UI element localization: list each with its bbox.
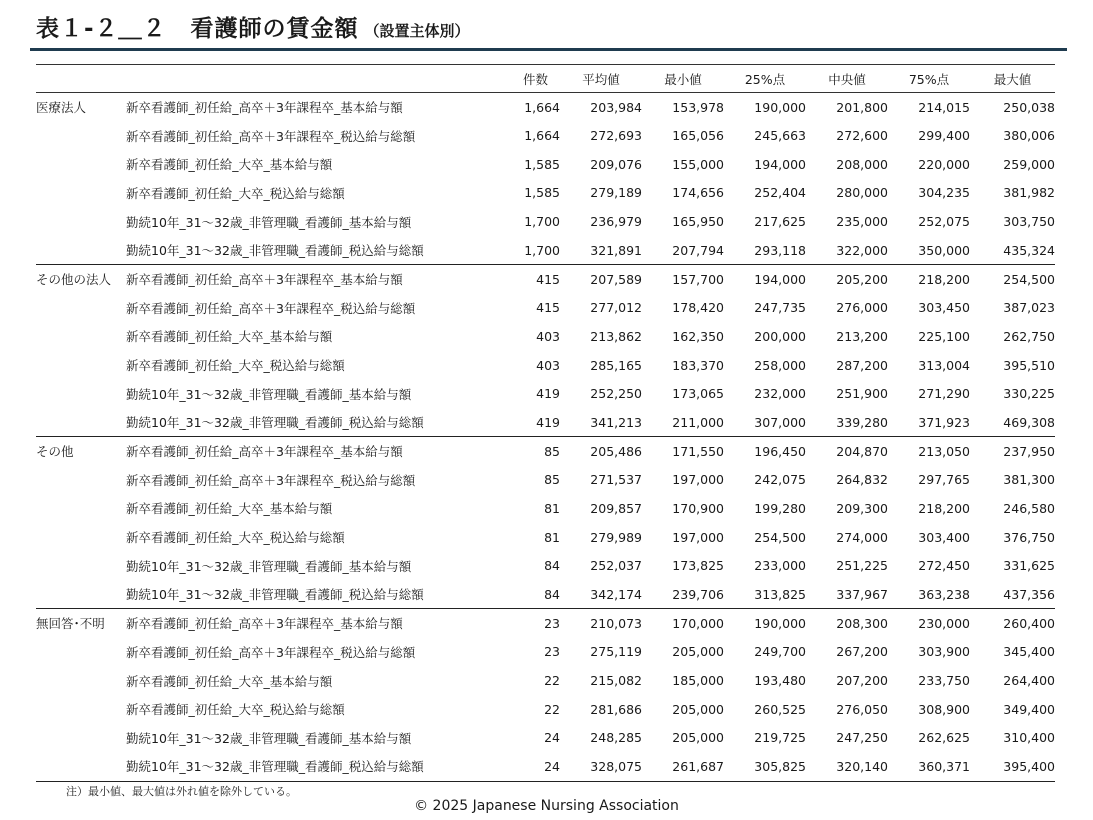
table-row	[36, 379, 1055, 408]
count-cell: 1,585	[524, 185, 560, 201]
min-cell: 174,656	[672, 185, 724, 201]
p25-cell: 247,735	[754, 300, 806, 316]
p25-cell: 258,000	[754, 357, 806, 373]
median-cell: 322,000	[836, 242, 888, 258]
min-cell: 170,900	[672, 500, 724, 516]
p75-cell: 303,450	[918, 300, 970, 316]
median-cell: 251,225	[836, 558, 888, 574]
mean-cell: 205,486	[560, 437, 642, 466]
min-cell: 205,000	[672, 701, 724, 717]
group-label	[36, 695, 126, 724]
item-label: 新卒看護師_初任給_高卒＋3年課程卒_基本給与額	[126, 265, 511, 294]
group-label	[36, 293, 126, 322]
p25-cell: 232,000	[754, 386, 806, 402]
p25-cell: 252,404	[754, 185, 806, 201]
p75-cell: 230,000	[888, 609, 970, 638]
median-cell: 274,000	[836, 529, 888, 545]
p75-cell: 252,075	[918, 214, 970, 230]
max-cell: 380,006	[1003, 128, 1055, 144]
min-cell: 162,350	[672, 328, 724, 344]
max-cell: 376,750	[1003, 529, 1055, 545]
item-label: 新卒看護師_初任給_高卒＋3年課程卒_税込給与総額	[126, 128, 416, 144]
p25-cell: 305,825	[724, 752, 806, 781]
count-cell: 84	[544, 586, 560, 602]
group-label	[36, 322, 126, 351]
median-cell: 205,200	[806, 265, 888, 294]
p25-cell: 242,075	[754, 472, 806, 488]
mean-cell: 279,989	[590, 529, 642, 545]
p75-cell: 303,400	[918, 529, 970, 545]
min-cell: 157,700	[642, 265, 724, 294]
median-cell: 272,600	[836, 128, 888, 144]
max-cell: 469,308	[1003, 414, 1055, 430]
item-label: 新卒看護師_初任給_大卒_税込給与総額	[126, 702, 345, 718]
mean-cell: 209,076	[590, 156, 642, 172]
mean-cell: 321,891	[590, 242, 642, 258]
count-cell: 23	[511, 609, 560, 638]
count-cell: 85	[511, 437, 560, 466]
copyright: © 2025 Japanese Nursing Association	[414, 798, 679, 814]
table-row	[36, 752, 1055, 781]
count-cell: 1,585	[524, 156, 560, 172]
max-cell: 259,000	[1003, 156, 1055, 172]
max-cell: 349,400	[1003, 701, 1055, 717]
mean-cell: 271,537	[590, 472, 642, 488]
table-row	[36, 322, 1055, 351]
min-cell: 183,370	[672, 357, 724, 373]
count-cell: 415	[511, 265, 560, 294]
count-cell: 403	[536, 357, 560, 373]
group-label	[36, 465, 126, 494]
group-label	[36, 379, 126, 408]
count-cell: 22	[544, 673, 560, 689]
table-row	[36, 523, 1055, 552]
min-cell: 173,825	[672, 558, 724, 574]
p75-cell: 297,765	[918, 472, 970, 488]
group-label	[36, 408, 126, 437]
group-label	[36, 666, 126, 695]
p75-cell: 214,015	[918, 99, 970, 115]
mean-cell: 275,119	[590, 644, 642, 660]
item-label: 勤続10年_31～32歳_非管理職_看護師_税込給与総額	[126, 415, 424, 431]
p75-cell: 262,625	[918, 730, 970, 746]
max-cell: 260,400	[970, 609, 1055, 638]
mean-cell: 341,213	[590, 414, 642, 430]
title-sub: （設置主体別）	[364, 22, 470, 40]
mean-cell: 281,686	[590, 701, 642, 717]
max-cell: 395,400	[970, 752, 1055, 781]
p75-cell: 218,200	[918, 500, 970, 516]
header-row	[36, 65, 1055, 93]
table-row	[36, 351, 1055, 380]
group-label	[36, 121, 126, 150]
max-cell: 435,324	[1003, 242, 1055, 258]
median-cell: 276,050	[836, 701, 888, 717]
item-label: 勤続10年_31～32歳_非管理職_看護師_基本給与額	[126, 386, 412, 402]
title-underline	[30, 48, 1067, 51]
p75-cell: 299,400	[918, 128, 970, 144]
median-cell: 213,200	[836, 328, 888, 344]
item-label: 新卒看護師_初任給_大卒_税込給与総額	[126, 530, 345, 546]
median-cell: 320,140	[806, 752, 888, 781]
min-cell: 153,978	[672, 99, 724, 115]
table-row	[36, 666, 1055, 695]
item-label: 新卒看護師_初任給_大卒_基本給与額	[126, 501, 333, 517]
min-cell: 178,420	[672, 300, 724, 316]
min-cell: 197,000	[672, 472, 724, 488]
group-label	[36, 494, 126, 523]
mean-cell: 328,075	[560, 752, 642, 781]
mean-cell: 285,165	[590, 357, 642, 373]
max-cell: 330,225	[1003, 386, 1055, 402]
median-cell: 208,000	[836, 156, 888, 172]
header-count: 件数	[511, 65, 560, 93]
min-cell: 207,794	[672, 242, 724, 258]
p25-cell: 313,825	[754, 586, 806, 602]
p75-cell: 225,100	[918, 328, 970, 344]
mean-cell: 277,012	[590, 300, 642, 316]
wage-table	[36, 64, 1055, 782]
mean-cell: 210,073	[560, 609, 642, 638]
table-row	[36, 93, 1055, 122]
max-cell: 345,400	[1003, 644, 1055, 660]
min-cell: 173,065	[672, 386, 724, 402]
median-cell: 247,250	[836, 730, 888, 746]
p25-cell: 190,000	[724, 609, 806, 638]
mean-cell: 342,174	[590, 586, 642, 602]
item-label: 新卒看護師_初任給_大卒_税込給与総額	[126, 358, 345, 374]
count-cell: 1,664	[524, 128, 560, 144]
min-cell: 197,000	[672, 529, 724, 545]
table-row	[36, 265, 1055, 294]
table-row	[36, 465, 1055, 494]
median-cell: 209,300	[836, 500, 888, 516]
mean-cell: 252,037	[590, 558, 642, 574]
item-label: 勤続10年_31～32歳_非管理職_看護師_税込給与総額	[126, 587, 424, 603]
min-cell: 165,950	[672, 214, 724, 230]
group-label	[36, 638, 126, 667]
header-p75: 75%点	[888, 65, 970, 93]
p75-cell: 272,450	[918, 558, 970, 574]
count-cell: 23	[544, 644, 560, 660]
p25-cell: 293,118	[754, 242, 806, 258]
item-label: 新卒看護師_初任給_高卒＋3年課程卒_基本給与額	[126, 609, 511, 638]
table-row	[36, 150, 1055, 179]
max-cell: 310,400	[1003, 730, 1055, 746]
p25-cell: 196,450	[724, 437, 806, 466]
header-mean: 平均値	[560, 65, 642, 93]
p25-cell: 193,480	[754, 673, 806, 689]
median-cell: 235,000	[836, 214, 888, 230]
item-label: 新卒看護師_初任給_大卒_税込給与総額	[126, 185, 345, 201]
median-cell: 208,300	[806, 609, 888, 638]
count-cell: 22	[544, 701, 560, 717]
table-row	[36, 179, 1055, 208]
p25-cell: 307,000	[754, 414, 806, 430]
p75-cell: 233,750	[918, 673, 970, 689]
header-group	[36, 65, 126, 93]
group-label: 無回答･不明	[36, 609, 126, 638]
table-row	[36, 609, 1055, 638]
max-cell: 331,625	[1003, 558, 1055, 574]
header-item	[126, 65, 511, 93]
median-cell: 204,870	[806, 437, 888, 466]
group-label: その他の法人	[36, 265, 126, 294]
item-label: 勤続10年_31～32歳_非管理職_看護師_基本給与額	[126, 214, 412, 230]
mean-cell: 272,693	[590, 128, 642, 144]
median-cell: 337,967	[836, 586, 888, 602]
min-cell: 205,000	[672, 730, 724, 746]
group-label	[36, 580, 126, 609]
count-cell: 1,700	[524, 242, 560, 258]
median-cell: 264,832	[836, 472, 888, 488]
max-cell: 250,038	[1003, 99, 1055, 115]
max-cell: 262,750	[1003, 328, 1055, 344]
table-row	[36, 293, 1055, 322]
min-cell: 165,056	[672, 128, 724, 144]
max-cell: 387,023	[1003, 300, 1055, 316]
item-label: 新卒看護師_初任給_高卒＋3年課程卒_税込給与総額	[126, 472, 416, 488]
title-main: 表１-２＿２ 看護師の賃金額	[36, 16, 359, 42]
min-cell: 205,000	[672, 644, 724, 660]
p25-cell: 245,663	[754, 128, 806, 144]
item-label: 勤続10年_31～32歳_非管理職_看護師_基本給与額	[126, 730, 412, 746]
item-label: 新卒看護師_初任給_高卒＋3年課程卒_税込給与総額	[126, 300, 416, 316]
median-cell: 267,200	[836, 644, 888, 660]
p25-cell: 249,700	[754, 644, 806, 660]
p75-cell: 308,900	[918, 701, 970, 717]
count-cell: 403	[536, 328, 560, 344]
p75-cell: 360,371	[888, 752, 970, 781]
max-cell: 381,300	[1003, 472, 1055, 488]
header-min: 最小値	[642, 65, 724, 93]
p75-cell: 218,200	[888, 265, 970, 294]
count-cell: 1,664	[524, 99, 560, 115]
mean-cell: 252,250	[590, 386, 642, 402]
item-label: 新卒看護師_初任給_大卒_基本給与額	[126, 673, 333, 689]
count-cell: 419	[536, 414, 560, 430]
mean-cell: 203,984	[590, 99, 642, 115]
max-cell: 381,982	[1003, 185, 1055, 201]
min-cell: 171,550	[642, 437, 724, 466]
count-cell: 84	[544, 558, 560, 574]
p75-cell: 350,000	[918, 242, 970, 258]
group-label	[36, 150, 126, 179]
count-cell: 1,700	[524, 214, 560, 230]
group-label	[36, 207, 126, 236]
footnote: 注）最小値、最大値は外れ値を除外している。	[66, 785, 297, 798]
item-label: 勤続10年_31～32歳_非管理職_看護師_税込給与総額	[126, 752, 511, 781]
p75-cell: 213,050	[888, 437, 970, 466]
item-label: 新卒看護師_初任給_大卒_基本給与額	[126, 157, 333, 173]
mean-cell: 207,589	[560, 265, 642, 294]
median-cell: 280,000	[836, 185, 888, 201]
p75-cell: 271,290	[918, 386, 970, 402]
table-row	[36, 236, 1055, 265]
mean-cell: 279,189	[590, 185, 642, 201]
table-row	[36, 207, 1055, 236]
count-cell: 81	[544, 500, 560, 516]
p25-cell: 217,625	[754, 214, 806, 230]
table-body	[36, 93, 1055, 782]
max-cell: 395,510	[1003, 357, 1055, 373]
table-row	[36, 437, 1055, 466]
group-label: その他	[36, 437, 126, 466]
median-cell: 339,280	[836, 414, 888, 430]
item-label: 新卒看護師_初任給_高卒＋3年課程卒_基本給与額	[126, 437, 511, 466]
min-cell: 239,706	[672, 586, 724, 602]
max-cell: 237,950	[970, 437, 1055, 466]
median-cell: 207,200	[836, 673, 888, 689]
min-cell: 211,000	[672, 414, 724, 430]
mean-cell: 236,979	[590, 214, 642, 230]
p25-cell: 199,280	[754, 500, 806, 516]
table-row	[36, 638, 1055, 667]
p25-cell: 254,500	[754, 529, 806, 545]
table-row	[36, 724, 1055, 753]
item-label: 勤続10年_31～32歳_非管理職_看護師_税込給与総額	[126, 243, 424, 259]
item-label: 新卒看護師_初任給_高卒＋3年課程卒_基本給与額	[126, 100, 403, 116]
max-cell: 303,750	[1003, 214, 1055, 230]
mean-cell: 248,285	[590, 730, 642, 746]
group-label: 医療法人	[36, 100, 87, 116]
item-label: 新卒看護師_初任給_大卒_基本給与額	[126, 329, 333, 345]
group-label	[36, 724, 126, 753]
min-cell: 155,000	[672, 156, 724, 172]
group-label	[36, 552, 126, 581]
min-cell: 185,000	[672, 673, 724, 689]
p25-cell: 194,000	[754, 156, 806, 172]
count-cell: 24	[511, 752, 560, 781]
max-cell: 254,500	[970, 265, 1055, 294]
group-label	[36, 523, 126, 552]
group-label	[36, 179, 126, 208]
table-row	[36, 408, 1055, 437]
median-cell: 251,900	[836, 386, 888, 402]
group-label	[36, 752, 126, 781]
max-cell: 264,400	[1003, 673, 1055, 689]
count-cell: 85	[544, 472, 560, 488]
min-cell: 261,687	[642, 752, 724, 781]
count-cell: 81	[544, 529, 560, 545]
p25-cell: 200,000	[754, 328, 806, 344]
count-cell: 415	[536, 300, 560, 316]
p25-cell: 194,000	[724, 265, 806, 294]
p75-cell: 313,004	[918, 357, 970, 373]
median-cell: 276,000	[836, 300, 888, 316]
p25-cell: 260,525	[754, 701, 806, 717]
count-cell: 24	[544, 730, 560, 746]
mean-cell: 209,857	[590, 500, 642, 516]
table-row	[36, 121, 1055, 150]
table-row	[36, 580, 1055, 609]
item-label: 新卒看護師_初任給_高卒＋3年課程卒_税込給与総額	[126, 644, 416, 660]
p25-cell: 233,000	[754, 558, 806, 574]
page-title	[36, 10, 470, 43]
item-label: 勤続10年_31～32歳_非管理職_看護師_基本給与額	[126, 558, 412, 574]
p25-cell: 190,000	[754, 99, 806, 115]
table-row	[36, 494, 1055, 523]
mean-cell: 213,862	[590, 328, 642, 344]
table-row	[36, 695, 1055, 724]
table-row	[36, 552, 1055, 581]
group-label	[36, 236, 126, 265]
header-max: 最大値	[970, 65, 1055, 93]
p75-cell: 371,923	[918, 414, 970, 430]
p25-cell: 219,725	[754, 730, 806, 746]
p75-cell: 220,000	[918, 156, 970, 172]
min-cell: 170,000	[642, 609, 724, 638]
mean-cell: 215,082	[590, 673, 642, 689]
group-label	[36, 351, 126, 380]
count-cell: 419	[536, 386, 560, 402]
max-cell: 246,580	[1003, 500, 1055, 516]
p75-cell: 303,900	[918, 644, 970, 660]
header-median: 中央値	[806, 65, 888, 93]
p75-cell: 363,238	[918, 586, 970, 602]
p75-cell: 304,235	[918, 185, 970, 201]
median-cell: 287,200	[836, 357, 888, 373]
header-p25: 25%点	[724, 65, 806, 93]
max-cell: 437,356	[1003, 586, 1055, 602]
median-cell: 201,800	[836, 99, 888, 115]
